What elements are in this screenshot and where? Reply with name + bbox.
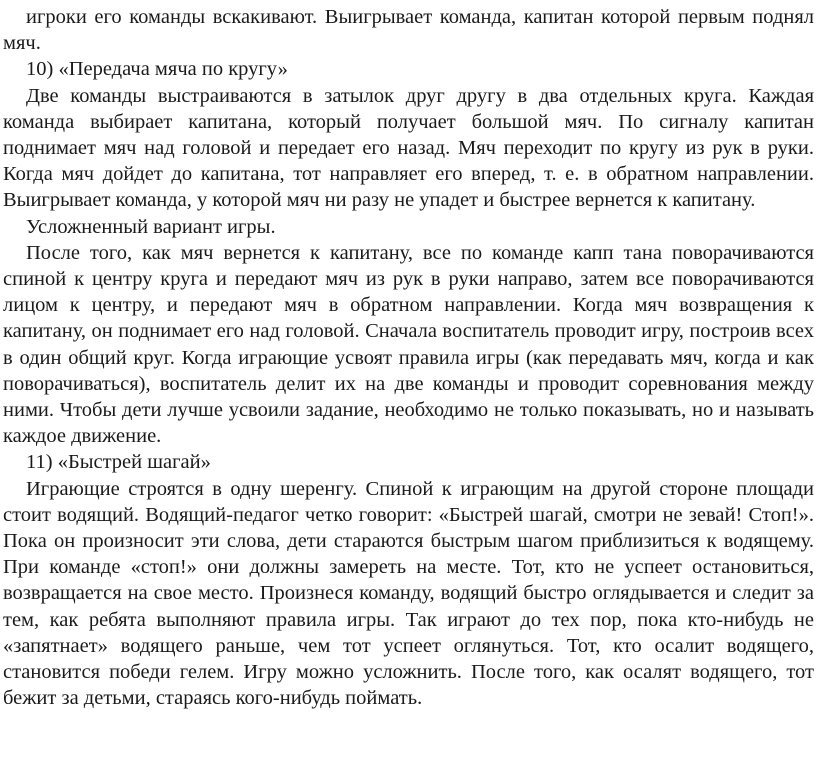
paragraph-fast-step-rules: Играющие строятся в одну шеренгу. Спиной к играющим на другой стороне площади стоит водящий. Водящий-педагог четко говорит: «Быстрей шагай, смотри не зевай! Стоп!». Пока он произносит эти слова, дети стараются быстрым шагом приблизиться к водящему. При команде «стоп!» они должны замереть на месте. Тот, кто не успеет остановиться, возвращается на свое место. Произнеся команду, водящий быстро оглядывается и следит за тем, как ребята выполняют правила игры. Так играют до тех пор, пока кто-нибудь не «запятнает» водящего раньше, чем тот успеет оглянуться. Тот, кто осалит водящего, становится победи гелем. Игру можно усложнить. После того, как осалят водящего, тот бежит за детьми, стараясь кого-нибудь поймать. <box>3 477 814 710</box>
subheading-complicated-variant: Усложненный вариант игры. <box>26 215 276 238</box>
paragraph-continuation: игроки его команды вскакивают. Выигрывает команда, капитан которой первым поднял мяч. <box>3 6 814 55</box>
document-text <box>3 4 814 711</box>
paragraph-pass-ball-rules: Две команды выстраиваются в затылок друг другу в два отдельных круга. Каждая команда выбирает капитана, который получает большой мяч. По сигналу капитан поднимает мяч над головой и передает его назад. Мяч переходит по кругу из рук в руки. Когда мяч дойдет до капитана, тот направляет его вперед, т. е. в обратном направлении. Выигрывает команда, у которой мяч ни разу не упадет и быстрее вернется к капитану. <box>3 84 814 212</box>
game-heading-pass-ball: 10) «Передача мяча по кругу» <box>26 58 288 81</box>
game-heading-fast-step: 11) «Быстрей шагай» <box>26 451 211 474</box>
paragraph-complicated-variant: После того, как мяч вернется к капитану, все по команде капп тана поворачиваются спиной к центру круга и передают мяч из рук в руки направо, затем все поворачиваются лицом к центру, и передают мяч в обратном направлении. Когда мяч возвращения к капитану, он поднимает его над головой. Сначала воспитатель проводит игру, построив всех в один общий круг. Когда играющие усвоят правила игры (как передавать мяч, когда и как поворачиваться), воспитатель делит их на две команды и проводит соревнования между ними. Чтобы дети лучше усвоили задание, необходимо не только показывать, но и называть каждое движение. <box>3 241 814 448</box>
